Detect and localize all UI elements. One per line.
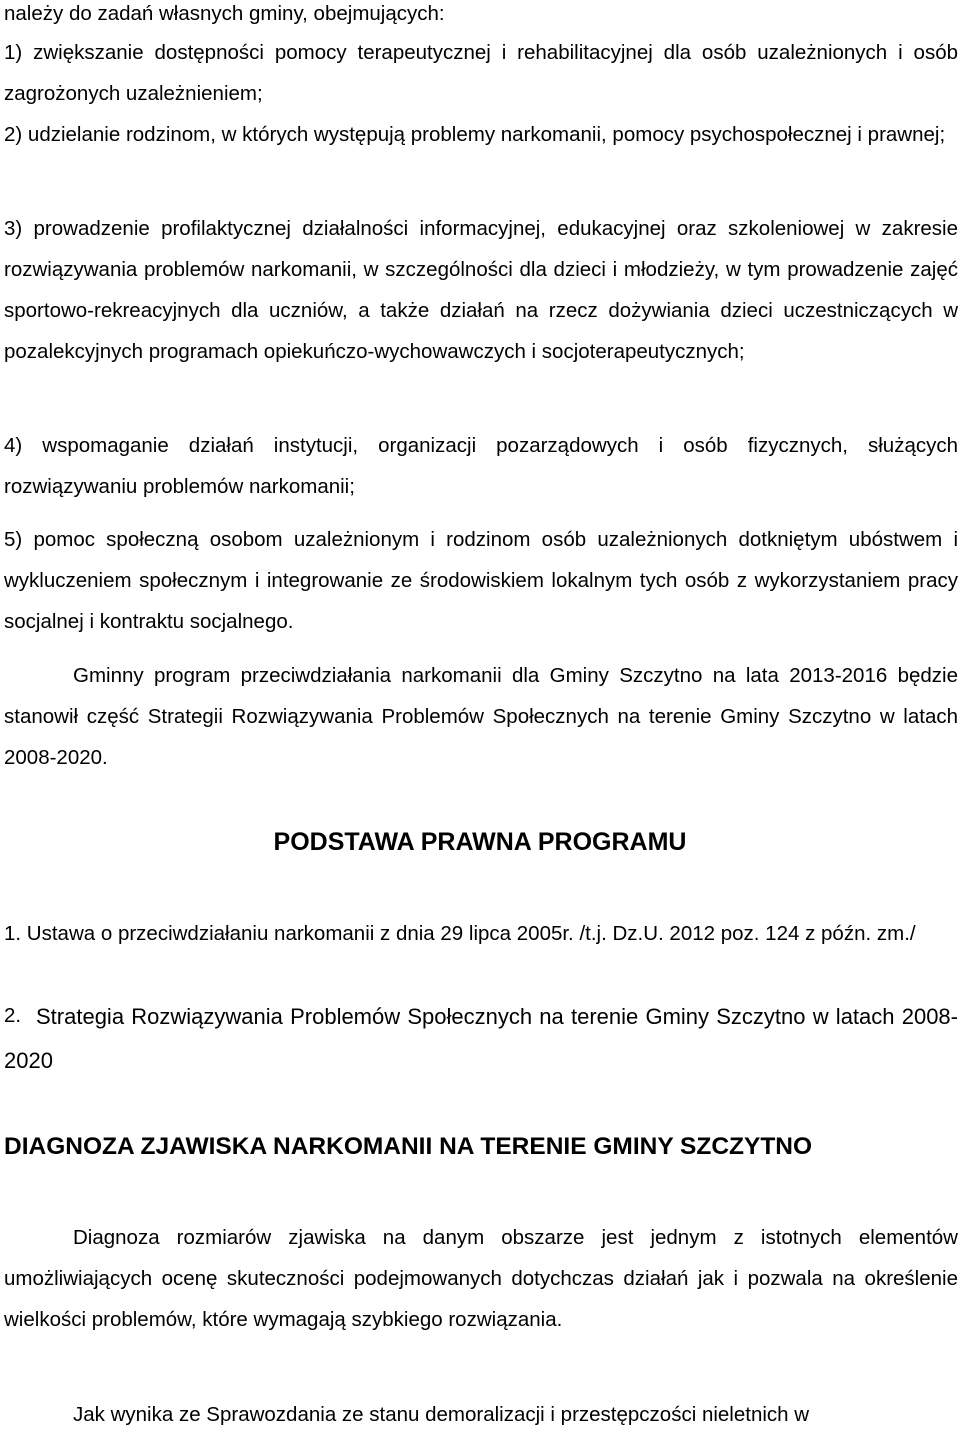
intro-line: należy do zadań własnych gminy, obejmujących: bbox=[4, 2, 445, 25]
task-item-5: 5) pomoc społeczną osobom uzależnionym i rodzinom osób uzależnionych dotkniętym ubóstwem i wykluczeniem społecznym i integrowanie ze środowiskiem lokalnym tych osób z wykorzystaniem pracy socjalnej i kontraktu socjalnego. bbox=[4, 528, 958, 633]
task-item-2: 2) udzielanie rodzinom, w których występują problemy narkomanii, pomocy psychospołecznej i prawnej; bbox=[4, 123, 946, 146]
task-item-4: 4) wspomaganie działań instytucji, organizacji pozarządowych i osób fizycznych, służących rozwiązywaniu problemów narkomanii; bbox=[4, 434, 958, 498]
task-item-1: 1) zwiększanie dostępności pomocy terapeutycznej i rehabilitacyjnej dla osób uzależnionych i osób zagrożonych uzależnieniem; bbox=[4, 41, 958, 105]
program-paragraph: Gminny program przeciwdziałania narkomanii dla Gminy Szczytno na lata 2013-2016 będzie stanowił część Strategii Rozwiązywania Problemów Społecznych na terenie Gminy Szczytno w latach 2008-2020. bbox=[4, 664, 958, 769]
last-paragraph: Jak wynika ze Sprawozdania ze stanu demoralizacji i przestępczości nieletnich w bbox=[73, 1403, 810, 1426]
task-item-3: 3) prowadzenie profilaktycznej działalności informacyjnej, edukacyjnej oraz szkoleniowej w zakresie rozwiązywania problemów narkomanii, w szczególności dla dzieci i młodzieży, w tym prowadzenie zajęć sportowo-rekreacyjnych dla uczniów, a także działań na rzecz dożywiania dzieci uczestniczących w pozalekcyjnych programach opiekuńczo-wychowawczych i socjoterapeutycznych; bbox=[4, 217, 958, 363]
legal-basis-item-1: 1. Ustawa o przeciwdziałaniu narkomanii z dnia 29 lipca 2005r. /t.j. Dz.U. 2012 poz. 124 z późn. zm./ bbox=[4, 922, 916, 945]
legal-basis-item-2-number: 2. bbox=[4, 1004, 22, 1027]
legal-basis-heading: PODSTAWA PRAWNA PROGRAMU bbox=[273, 828, 687, 856]
diagnosis-heading: DIAGNOZA ZJAWISKA NARKOMANII NA TERENIE GMINY SZCZYTNO bbox=[4, 1133, 813, 1160]
diagnosis-paragraph: Diagnoza rozmiarów zjawiska na danym obszarze jest jednym z istotnych elementów umożliwiających ocenę skuteczności podejmowanych dotychczas działań jak i pozwala na określenie wielkości problemów, które wymagają szybkiego rozwiązania. bbox=[4, 1226, 958, 1331]
legal-basis-item-2: Strategia Rozwiązywania Problemów Społecznych na terenie Gminy Szczytno w latach 2008-2020 bbox=[4, 1004, 958, 1073]
